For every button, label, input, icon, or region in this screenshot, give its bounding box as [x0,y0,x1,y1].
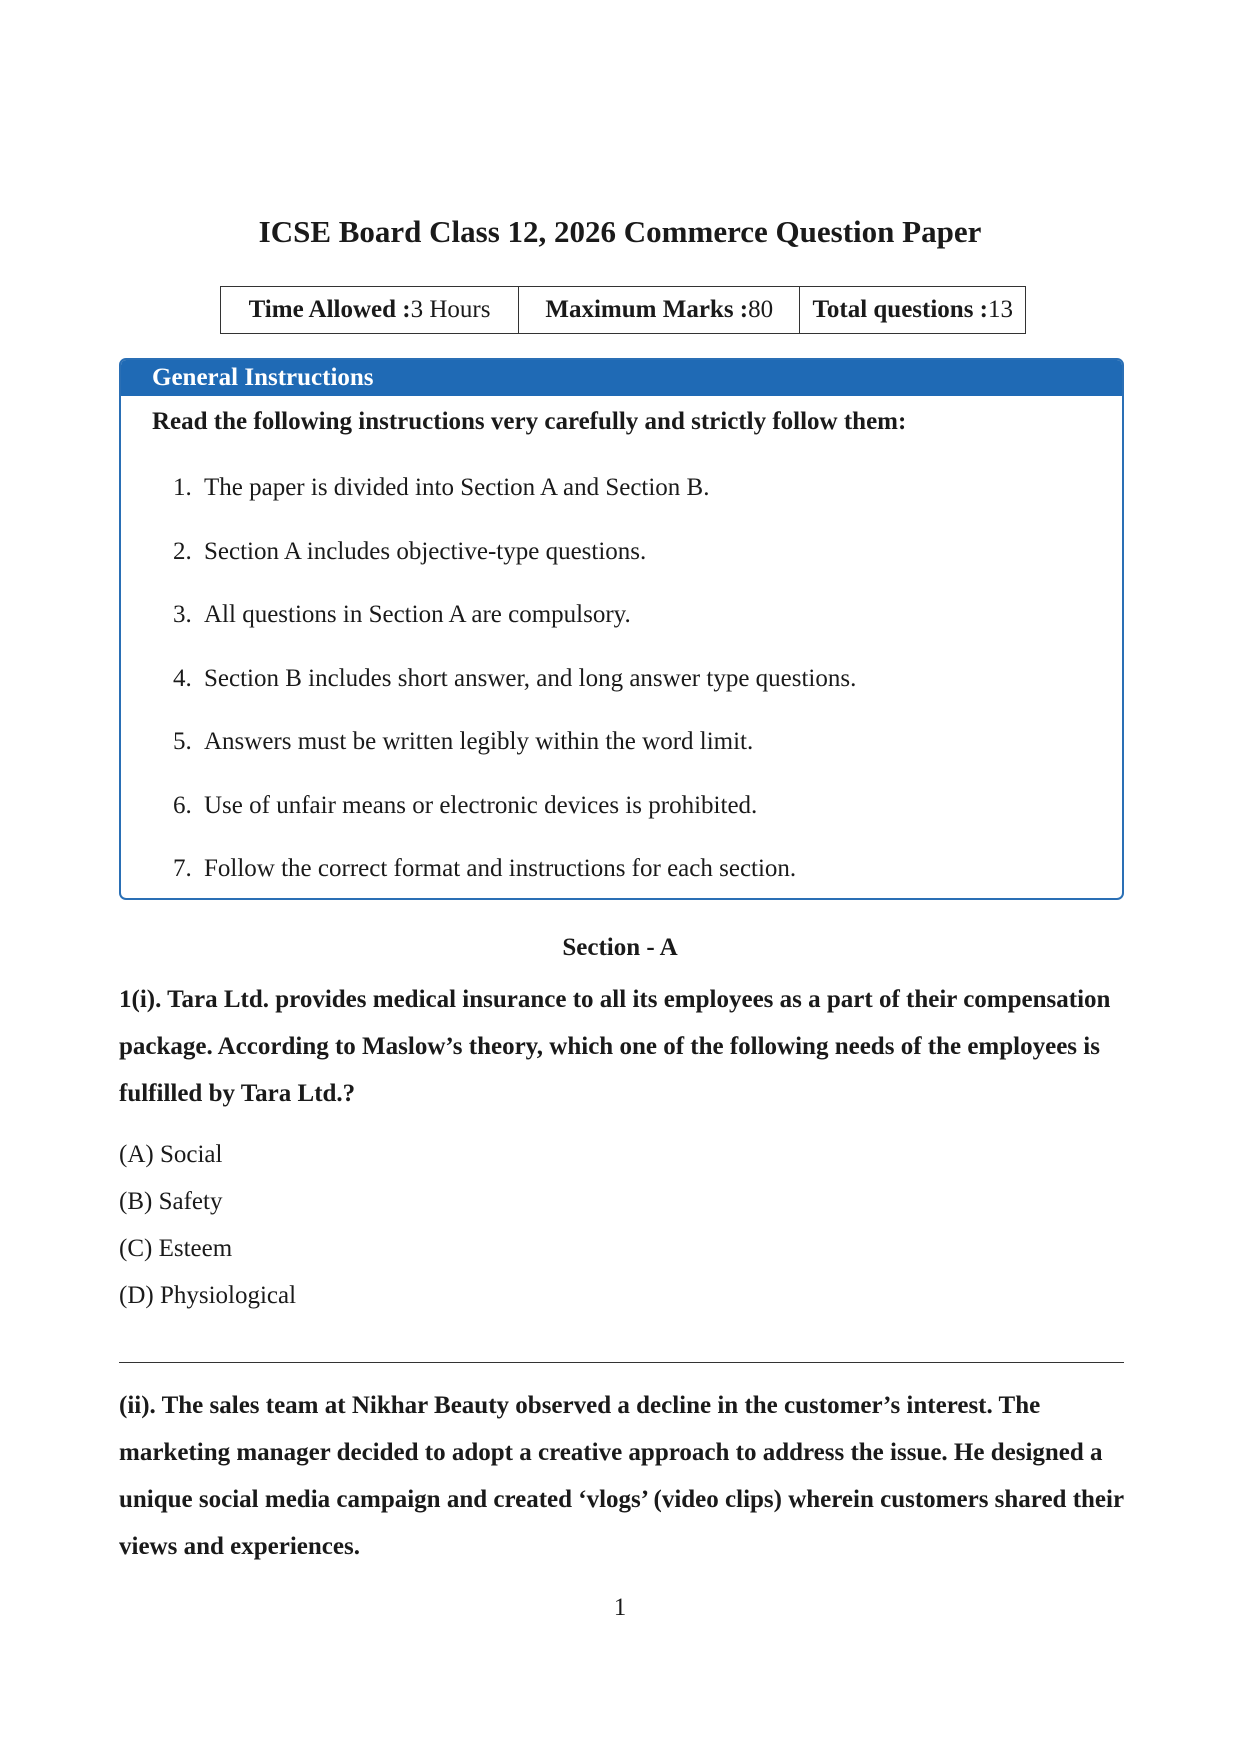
instruction-item [173,854,856,900]
instruction-item [173,791,856,855]
question-1-ii: (ii). The sales team at Nikhar Beauty observed a decline in the customer’s interest. The marketing manager decided to adopt a creative approach to address the issue. He designed a unique social media campaign and created ‘vlogs’ (video clips) wherein customers shared their views and experiences. [119,1392,1124,1560]
page-number: 1 [613,1594,627,1621]
instructions-lead: Read the following instructions very carefully and strictly follow them: [152,408,907,435]
option-b: (B) Safety [119,1188,223,1215]
maximum-marks-value: 80 [748,296,774,323]
instruction-number: 4. [173,664,192,692]
question-1-i: 1(i). Tara Ltd. provides medical insurance to all its employees as a part of their compensation package. According to Maslow’s theory, which one of the following needs of the employees is fulfilled by Tara Ltd.? [119,986,1111,1107]
instruction-item [173,537,856,601]
instruction-text: Section B includes short answer, and long answer type questions. [204,664,857,692]
maximum-marks-label: Maximum Marks : [545,296,749,323]
option-d: (D) Physiological [119,1282,297,1309]
maximum-marks-cell [519,287,800,334]
instruction-number: 3. [173,601,192,628]
instruction-text: Follow the correct format and instructions for each section. [204,855,797,882]
instruction-text: All questions in Section A are compulsory. [204,601,631,628]
instruction-number: 5. [173,728,192,755]
time-allowed-value: 3 Hours [410,296,491,323]
general-instructions-box [119,358,1124,900]
instruction-number: 7. [173,855,192,882]
instruction-text: The paper is divided into Section A and Section B. [204,474,710,501]
option-a: (A) Social [119,1141,223,1168]
instructions-header: General Instructions [121,360,1122,396]
total-questions-label: Total questions : [812,296,988,323]
instruction-text: Use of unfair means or electronic devices is prohibited. [204,791,758,819]
time-allowed-cell [221,287,519,334]
instruction-text: Answers must be written legibly within the word limit. [204,728,754,755]
total-questions-cell [800,287,1026,334]
question-divider [119,1362,1124,1363]
instruction-item [173,727,856,791]
time-allowed-label: Time Allowed : [248,296,411,323]
exam-meta-table [220,286,1026,334]
page-title: ICSE Board Class 12, 2026 Commerce Question Paper [258,214,982,249]
instruction-number: 6. [173,791,192,819]
instruction-number: 2. [173,537,192,565]
instruction-item [173,473,856,537]
instruction-item [173,600,856,664]
instruction-number: 1. [173,474,192,501]
option-c: (C) Esteem [119,1235,233,1262]
section-a-title: Section - A [562,934,678,961]
instruction-text: Section A includes objective-type questions. [204,537,647,565]
instruction-item [173,664,856,728]
instructions-list [173,473,856,900]
question-1-options [119,1135,296,1323]
total-questions-value: 13 [988,296,1013,323]
